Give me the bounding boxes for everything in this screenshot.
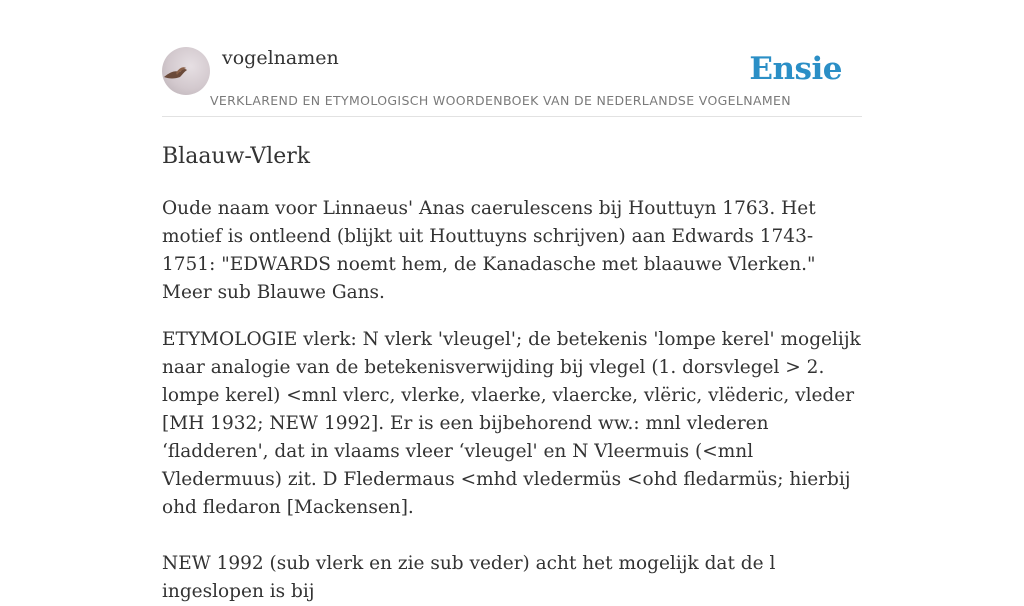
entry-paragraph: ETYMOLOGIE vlerk: N vlerk 'vleugel'; de betekenis 'lompe kerel' mogelijk naar analogie van de betekenisverwijding bij vlegel (1. dorsvlegel > 2. lompe kerel) <mnl vlerc, vlerke, vlaerke, vlaercke, vlëric, vlëderic, vleder [MH 1932; NEW 1992]. Er is een bijbehorend ww.: mnl vlederen ‘fladderen', dat in vlaams vleer ‘vleugel' en N Vleermuis (<mnl Vledermuus) zit. D Fledermaus <mhd vledermüs <ohd fledarmüs; hierbij ohd fledaron [Mackensen]. — [162, 329, 861, 518]
site-name-link[interactable]: vogelnamen — [222, 47, 339, 69]
ensie-logo[interactable]: Ensie — [749, 51, 842, 87]
site-header — [162, 0, 862, 117]
page — [162, 0, 862, 606]
entry-title: Blaauw-Vlerk — [162, 144, 311, 169]
entry-paragraph: NEW 1992 (sub vlerk en zie sub veder) acht het mogelijk dat de l ingeslopen is bij — [162, 553, 776, 602]
avatar[interactable] — [162, 47, 210, 95]
site-subtitle: VERKLAREND EN ETYMOLOGISCH WOORDENBOEK VAN DE NEDERLANDSE VOGELNAMEN — [210, 93, 791, 108]
entry-paragraph: Oude naam voor Linnaeus' Anas caerulescens bij Houttuyn 1763. Het motief is ontleend (blijkt uit Houttuyns schrijven) aan Edwards 1743-1751: "EDWARDS noemt hem, de Kanadasche met blaauwe Vlerken." Meer sub Blauwe Gans. — [162, 198, 816, 303]
bird-avatar-icon — [162, 47, 210, 95]
